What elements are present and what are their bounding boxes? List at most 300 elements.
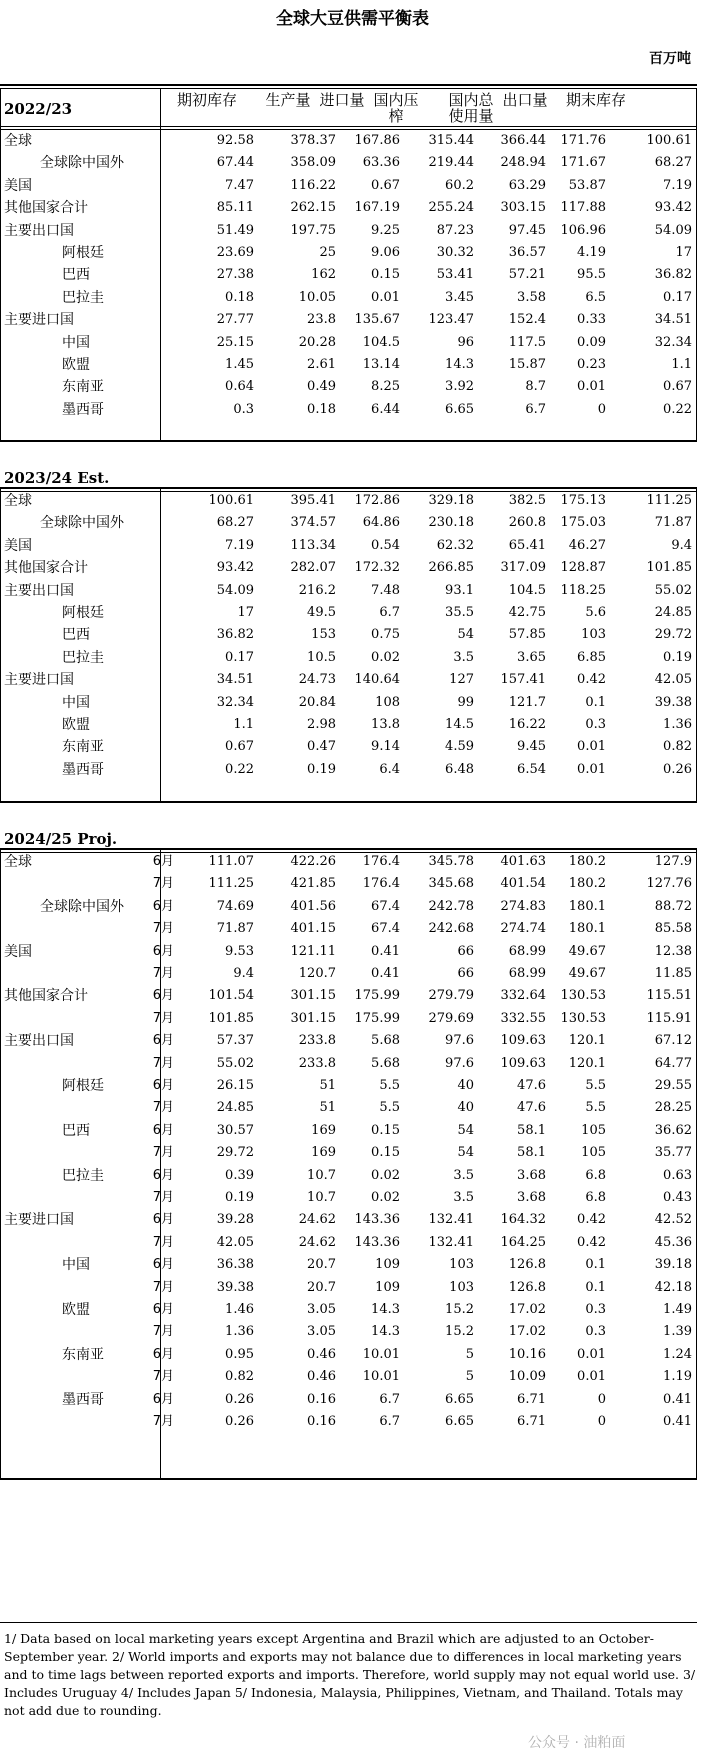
table-row bbox=[0, 1096, 697, 1120]
table-row bbox=[0, 196, 697, 220]
row-month: 7月 bbox=[152, 1369, 174, 1385]
row-label: 主要进口国 bbox=[4, 1212, 74, 1229]
row-month: 7月 bbox=[152, 1010, 174, 1026]
cell-ending-stocks: 39.18 bbox=[654, 1257, 692, 1273]
cell-beginning-stocks: 93.42 bbox=[216, 560, 254, 576]
cell-imports: 104.5 bbox=[362, 334, 400, 350]
col-header-beginning-stocks: 期初库存 bbox=[176, 91, 237, 109]
cell-exports: 0 bbox=[597, 1414, 606, 1429]
cell-ending-stocks: 42.05 bbox=[654, 672, 692, 688]
cell-production: 0.46 bbox=[307, 1346, 336, 1362]
cell-domestic-crush: 96 bbox=[457, 334, 474, 350]
cell-domestic-total: 401.54 bbox=[500, 876, 546, 892]
cell-domestic-total: 3.58 bbox=[517, 289, 546, 305]
cell-ending-stocks: 7.19 bbox=[663, 177, 692, 193]
cell-domestic-crush: 103 bbox=[449, 1257, 474, 1273]
cell-production: 24.62 bbox=[298, 1212, 336, 1228]
cell-imports: 9.14 bbox=[371, 739, 400, 755]
cell-production: 282.07 bbox=[290, 560, 336, 576]
cell-ending-stocks: 9.4 bbox=[671, 537, 692, 553]
cell-domestic-crush: 279.69 bbox=[428, 1010, 474, 1026]
row-label: 美国 bbox=[4, 537, 32, 554]
cell-production: 3.05 bbox=[307, 1302, 336, 1317]
table-row bbox=[0, 1388, 697, 1412]
cell-domestic-total: 97.45 bbox=[508, 222, 546, 238]
cell-beginning-stocks: 100.61 bbox=[208, 493, 254, 508]
cell-exports: 130.53 bbox=[560, 1010, 606, 1026]
row-month: 7月 bbox=[152, 876, 174, 892]
row-label: 东南亚 bbox=[62, 1346, 104, 1363]
cell-domestic-crush: 230.18 bbox=[428, 515, 474, 531]
cell-ending-stocks: 0.67 bbox=[663, 379, 692, 395]
cell-ending-stocks: 1.39 bbox=[663, 1324, 692, 1340]
cell-domestic-total: 16.22 bbox=[508, 717, 546, 732]
cell-exports: 180.2 bbox=[568, 854, 606, 869]
cell-beginning-stocks: 36.38 bbox=[216, 1257, 254, 1273]
cell-beginning-stocks: 32.34 bbox=[216, 694, 254, 710]
cell-domestic-total: 6.7 bbox=[525, 401, 546, 417]
row-label: 巴西 bbox=[62, 627, 90, 644]
cell-domestic-crush: 15.2 bbox=[445, 1302, 474, 1317]
row-month: 6月 bbox=[152, 1391, 174, 1407]
cell-domestic-crush: 329.18 bbox=[428, 493, 474, 508]
cell-production: 113.34 bbox=[290, 537, 336, 553]
cell-exports: 6.8 bbox=[585, 1190, 606, 1205]
row-label: 欧盟 bbox=[62, 357, 90, 373]
cell-ending-stocks: 54.09 bbox=[654, 222, 692, 238]
cell-exports: 171.67 bbox=[560, 155, 606, 171]
cell-domestic-total: 58.1 bbox=[517, 1122, 546, 1138]
cell-exports: 175.13 bbox=[560, 493, 606, 508]
cell-domestic-total: 260.8 bbox=[508, 515, 546, 531]
cell-production: 197.75 bbox=[290, 222, 336, 238]
right-border bbox=[696, 489, 697, 803]
cell-exports: 0.3 bbox=[585, 717, 606, 732]
cell-domestic-crush: 97.6 bbox=[445, 1033, 474, 1049]
cell-production: 20.7 bbox=[307, 1279, 336, 1295]
cell-imports: 109 bbox=[375, 1279, 400, 1295]
cell-beginning-stocks: 1.1 bbox=[233, 717, 254, 732]
table-row bbox=[0, 1343, 697, 1367]
table-row bbox=[0, 1276, 697, 1300]
cell-ending-stocks: 28.25 bbox=[654, 1100, 692, 1116]
cell-beginning-stocks: 7.19 bbox=[225, 537, 254, 553]
cell-imports: 0.15 bbox=[371, 1122, 400, 1138]
cell-imports: 6.7 bbox=[379, 605, 400, 620]
cell-exports: 175.03 bbox=[560, 515, 606, 531]
cell-beginning-stocks: 24.85 bbox=[216, 1100, 254, 1116]
cell-domestic-total: 274.74 bbox=[500, 921, 546, 937]
row-label: 其他国家合计 bbox=[4, 200, 88, 217]
cell-exports: 0.01 bbox=[577, 739, 606, 755]
cell-imports: 140.64 bbox=[354, 672, 400, 688]
cell-production: 0.47 bbox=[307, 739, 336, 755]
cell-beginning-stocks: 1.36 bbox=[225, 1324, 254, 1340]
cell-production: 401.15 bbox=[290, 921, 336, 937]
cell-domestic-crush: 4.59 bbox=[445, 739, 474, 755]
header-top-rule-inner bbox=[0, 88, 697, 89]
table-row bbox=[0, 489, 697, 513]
cell-imports: 143.36 bbox=[354, 1234, 400, 1250]
cell-beginning-stocks: 0.67 bbox=[225, 739, 254, 755]
cell-production: 358.09 bbox=[290, 155, 336, 171]
cell-domestic-total: 6.71 bbox=[517, 1414, 546, 1429]
cell-imports: 143.36 bbox=[354, 1212, 400, 1228]
row-month: 6月 bbox=[152, 1167, 174, 1183]
row-month: 7月 bbox=[152, 921, 174, 937]
cell-imports: 172.32 bbox=[354, 560, 400, 576]
cell-beginning-stocks: 17 bbox=[237, 605, 254, 620]
row-month: 6月 bbox=[152, 943, 174, 959]
cell-domestic-total: 121.7 bbox=[508, 694, 546, 710]
cell-production: 169 bbox=[311, 1145, 336, 1161]
table-row bbox=[0, 331, 697, 355]
cell-beginning-stocks: 9.53 bbox=[225, 943, 254, 959]
cell-domestic-total: 68.99 bbox=[508, 966, 546, 981]
cell-domestic-crush: 279.79 bbox=[428, 988, 474, 1004]
cell-production: 233.8 bbox=[298, 1033, 336, 1049]
cell-ending-stocks: 100.61 bbox=[646, 133, 692, 148]
cell-domestic-crush: 66 bbox=[457, 943, 474, 959]
table-row bbox=[0, 534, 697, 558]
row-month: 6月 bbox=[152, 1212, 174, 1228]
table-row bbox=[0, 623, 697, 647]
cell-ending-stocks: 42.18 bbox=[654, 1279, 692, 1295]
cell-imports: 14.3 bbox=[371, 1302, 400, 1317]
row-month: 6月 bbox=[152, 1257, 174, 1273]
table-row bbox=[0, 1186, 697, 1210]
cell-ending-stocks: 39.38 bbox=[654, 694, 692, 710]
cell-domestic-total: 317.09 bbox=[500, 560, 546, 576]
cell-imports: 63.36 bbox=[362, 155, 400, 171]
row-label: 欧盟 bbox=[62, 717, 90, 733]
cell-exports: 0.1 bbox=[585, 1279, 606, 1295]
cell-domestic-crush: 97.6 bbox=[445, 1055, 474, 1071]
cell-exports: 49.67 bbox=[568, 943, 606, 959]
cell-domestic-crush: 219.44 bbox=[428, 155, 474, 171]
cell-imports: 10.01 bbox=[362, 1346, 400, 1362]
cell-exports: 105 bbox=[581, 1145, 606, 1161]
cell-domestic-crush: 6.65 bbox=[445, 1391, 474, 1407]
cell-domestic-crush: 127 bbox=[449, 672, 474, 688]
cell-domestic-crush: 14.5 bbox=[445, 717, 474, 732]
cell-ending-stocks: 85.58 bbox=[654, 921, 692, 937]
section-bottom-rule bbox=[0, 440, 697, 442]
row-label: 全球 bbox=[4, 854, 32, 870]
table-row bbox=[0, 758, 697, 782]
cell-exports: 171.76 bbox=[560, 133, 606, 148]
cell-imports: 0.02 bbox=[371, 1190, 400, 1205]
table-row bbox=[0, 1320, 697, 1344]
cell-production: 233.8 bbox=[298, 1055, 336, 1071]
cell-imports: 9.25 bbox=[371, 222, 400, 238]
cell-production: 49.5 bbox=[307, 605, 336, 620]
cell-ending-stocks: 32.34 bbox=[654, 334, 692, 350]
row-month: 6月 bbox=[152, 1122, 174, 1138]
cell-ending-stocks: 88.72 bbox=[654, 898, 692, 914]
table-row bbox=[0, 1029, 697, 1053]
table-row bbox=[0, 668, 697, 692]
cell-beginning-stocks: 36.82 bbox=[216, 627, 254, 643]
table-row bbox=[0, 1074, 697, 1098]
col-header-imports: 进口量 bbox=[319, 91, 365, 109]
cell-production: 25 bbox=[319, 245, 336, 260]
cell-beginning-stocks: 25.15 bbox=[216, 334, 254, 350]
section-bottom-rule bbox=[0, 1478, 697, 1480]
row-label: 全球除中国外 bbox=[40, 155, 124, 172]
cell-exports: 0.01 bbox=[577, 761, 606, 777]
table-row bbox=[0, 917, 697, 941]
cell-exports: 46.27 bbox=[568, 537, 606, 553]
cell-beginning-stocks: 0.18 bbox=[225, 289, 254, 305]
row-label: 阿根廷 bbox=[62, 245, 104, 261]
row-label: 主要出口国 bbox=[4, 222, 74, 239]
row-label: 巴拉圭 bbox=[62, 1167, 104, 1184]
cell-beginning-stocks: 9.4 bbox=[233, 966, 254, 981]
cell-ending-stocks: 24.85 bbox=[654, 605, 692, 620]
row-label: 东南亚 bbox=[62, 739, 104, 756]
table-row bbox=[0, 286, 697, 310]
table-row bbox=[0, 713, 697, 737]
cell-domestic-total: 68.99 bbox=[508, 943, 546, 959]
cell-ending-stocks: 0.17 bbox=[663, 289, 692, 305]
cell-domestic-crush: 14.3 bbox=[445, 357, 474, 372]
cell-exports: 0.42 bbox=[577, 1212, 606, 1228]
cell-domestic-total: 152.4 bbox=[508, 312, 546, 328]
page-title: 全球大豆供需平衡表 bbox=[276, 9, 429, 29]
row-month: 6月 bbox=[152, 1346, 174, 1362]
cell-ending-stocks: 36.62 bbox=[654, 1122, 692, 1138]
cell-domestic-total: 47.6 bbox=[517, 1100, 546, 1116]
left-border bbox=[0, 88, 1, 442]
cell-exports: 180.1 bbox=[568, 898, 606, 914]
cell-imports: 6.7 bbox=[379, 1391, 400, 1407]
cell-beginning-stocks: 0.19 bbox=[225, 1190, 254, 1205]
cell-production: 162 bbox=[311, 267, 336, 283]
cell-beginning-stocks: 55.02 bbox=[216, 1055, 254, 1071]
cell-exports: 0.01 bbox=[577, 379, 606, 395]
cell-imports: 13.14 bbox=[362, 357, 400, 372]
section-title-2023-24: 2023/24 Est. bbox=[4, 469, 110, 487]
cell-beginning-stocks: 27.77 bbox=[216, 312, 254, 328]
cell-imports: 109 bbox=[375, 1257, 400, 1273]
row-month: 7月 bbox=[152, 1055, 174, 1071]
section-rule bbox=[0, 126, 697, 127]
cell-ending-stocks: 1.24 bbox=[663, 1346, 692, 1362]
cell-beginning-stocks: 54.09 bbox=[216, 582, 254, 598]
row-month: 7月 bbox=[152, 1279, 174, 1295]
cell-exports: 0 bbox=[597, 1391, 606, 1407]
row-label: 欧盟 bbox=[62, 1302, 90, 1318]
cell-beginning-stocks: 51.49 bbox=[216, 222, 254, 238]
row-label: 巴西 bbox=[62, 1122, 90, 1139]
cell-exports: 0.1 bbox=[585, 1257, 606, 1273]
cell-domestic-crush: 30.32 bbox=[436, 245, 474, 260]
cell-domestic-crush: 6.48 bbox=[445, 761, 474, 777]
table-row bbox=[0, 1052, 697, 1076]
row-label: 主要进口国 bbox=[4, 312, 74, 329]
cell-exports: 5.5 bbox=[585, 1078, 606, 1093]
table-row bbox=[0, 1253, 697, 1277]
cell-ending-stocks: 115.91 bbox=[646, 1010, 692, 1026]
cell-production: 0.16 bbox=[307, 1414, 336, 1429]
cell-production: 378.37 bbox=[290, 133, 336, 148]
col-header-production: 生产量 bbox=[265, 91, 311, 109]
cell-domestic-total: 164.32 bbox=[500, 1212, 546, 1228]
cell-beginning-stocks: 30.57 bbox=[216, 1122, 254, 1138]
cell-domestic-total: 47.6 bbox=[517, 1078, 546, 1093]
row-month: 6月 bbox=[152, 1033, 174, 1049]
cell-domestic-total: 6.71 bbox=[517, 1391, 546, 1407]
cell-imports: 167.19 bbox=[354, 200, 400, 216]
cell-ending-stocks: 0.19 bbox=[663, 649, 692, 665]
cell-exports: 180.2 bbox=[568, 876, 606, 892]
cell-ending-stocks: 36.82 bbox=[654, 267, 692, 283]
cell-beginning-stocks: 0.95 bbox=[225, 1346, 254, 1362]
cell-ending-stocks: 127.9 bbox=[654, 854, 692, 869]
table-row bbox=[0, 962, 697, 986]
cell-beginning-stocks: 27.38 bbox=[216, 267, 254, 283]
cell-ending-stocks: 0.41 bbox=[663, 1391, 692, 1407]
cell-domestic-total: 104.5 bbox=[508, 582, 546, 598]
table-row bbox=[0, 263, 697, 287]
cell-imports: 0.41 bbox=[371, 943, 400, 959]
cell-ending-stocks: 34.51 bbox=[654, 312, 692, 328]
row-label: 墨西哥 bbox=[62, 761, 104, 778]
cell-beginning-stocks: 0.26 bbox=[225, 1414, 254, 1429]
cell-beginning-stocks: 0.17 bbox=[225, 649, 254, 665]
table-row bbox=[0, 241, 697, 265]
cell-exports: 4.19 bbox=[577, 245, 606, 260]
cell-domestic-crush: 54 bbox=[457, 627, 474, 643]
cell-production: 262.15 bbox=[290, 200, 336, 216]
row-label: 中国 bbox=[62, 1257, 90, 1274]
cell-domestic-total: 401.63 bbox=[500, 854, 546, 869]
cell-exports: 128.87 bbox=[560, 560, 606, 576]
cell-domestic-total: 117.5 bbox=[508, 334, 546, 350]
cell-ending-stocks: 93.42 bbox=[654, 200, 692, 216]
cell-domestic-total: 6.54 bbox=[517, 761, 546, 777]
cell-domestic-total: 58.1 bbox=[517, 1145, 546, 1161]
cell-imports: 0.02 bbox=[371, 649, 400, 665]
cell-domestic-total: 332.64 bbox=[500, 988, 546, 1004]
table-row bbox=[0, 353, 697, 377]
row-label: 主要出口国 bbox=[4, 1033, 74, 1050]
row-month: 6月 bbox=[152, 1302, 174, 1317]
cell-beginning-stocks: 0.64 bbox=[225, 379, 254, 395]
cell-beginning-stocks: 0.26 bbox=[225, 1391, 254, 1407]
col-header-domestic-total: 国内总使用量 bbox=[448, 91, 494, 125]
cell-production: 374.57 bbox=[290, 515, 336, 531]
cell-beginning-stocks: 1.45 bbox=[225, 357, 254, 372]
cell-imports: 8.25 bbox=[371, 379, 400, 395]
table-row bbox=[0, 129, 697, 153]
cell-exports: 120.1 bbox=[568, 1055, 606, 1071]
table-row bbox=[0, 872, 697, 896]
cell-imports: 0.15 bbox=[371, 267, 400, 283]
row-label: 全球除中国外 bbox=[40, 515, 124, 532]
cell-imports: 176.4 bbox=[362, 854, 400, 869]
cell-domestic-crush: 123.47 bbox=[428, 312, 474, 328]
cell-domestic-crush: 53.41 bbox=[436, 267, 474, 283]
cell-imports: 172.86 bbox=[354, 493, 400, 508]
cell-ending-stocks: 12.38 bbox=[654, 943, 692, 959]
header-top-rule bbox=[0, 84, 697, 86]
cell-ending-stocks: 45.36 bbox=[654, 1234, 692, 1250]
cell-production: 20.28 bbox=[298, 334, 336, 350]
table-row bbox=[0, 151, 697, 175]
cell-production: 0.16 bbox=[307, 1391, 336, 1407]
cell-ending-stocks: 111.25 bbox=[646, 493, 692, 508]
right-border bbox=[696, 88, 697, 442]
cell-beginning-stocks: 0.39 bbox=[225, 1167, 254, 1183]
cell-domestic-crush: 87.23 bbox=[436, 222, 474, 238]
cell-production: 395.41 bbox=[290, 493, 336, 508]
row-month: 7月 bbox=[152, 1190, 174, 1205]
table-row bbox=[0, 219, 697, 243]
cell-domestic-total: 126.8 bbox=[508, 1257, 546, 1273]
cell-beginning-stocks: 71.87 bbox=[216, 921, 254, 937]
label-column-divider bbox=[160, 489, 161, 803]
row-label: 美国 bbox=[4, 177, 32, 194]
cell-production: 24.62 bbox=[298, 1234, 336, 1250]
cell-beginning-stocks: 111.07 bbox=[208, 854, 254, 869]
cell-exports: 5.6 bbox=[585, 605, 606, 620]
cell-domestic-crush: 345.78 bbox=[428, 854, 474, 869]
cell-production: 23.8 bbox=[307, 312, 336, 328]
row-label: 墨西哥 bbox=[62, 1391, 104, 1408]
cell-imports: 9.06 bbox=[371, 245, 400, 260]
cell-domestic-total: 36.57 bbox=[508, 245, 546, 260]
cell-exports: 180.1 bbox=[568, 921, 606, 937]
cell-imports: 0.01 bbox=[371, 289, 400, 305]
cell-ending-stocks: 0.26 bbox=[663, 761, 692, 777]
cell-beginning-stocks: 101.54 bbox=[208, 988, 254, 1004]
cell-beginning-stocks: 34.51 bbox=[216, 672, 254, 688]
table-row bbox=[0, 579, 697, 603]
cell-domestic-total: 3.65 bbox=[517, 649, 546, 665]
cell-domestic-total: 10.16 bbox=[508, 1346, 546, 1362]
cell-ending-stocks: 0.22 bbox=[663, 401, 692, 417]
cell-domestic-total: 57.85 bbox=[508, 627, 546, 643]
cell-domestic-total: 8.7 bbox=[525, 379, 546, 395]
cell-production: 24.73 bbox=[298, 672, 336, 688]
cell-beginning-stocks: 1.46 bbox=[225, 1302, 254, 1317]
table-row bbox=[0, 940, 697, 964]
section-bottom-rule bbox=[0, 801, 697, 803]
cell-production: 20.84 bbox=[298, 694, 336, 710]
cell-domestic-crush: 103 bbox=[449, 1279, 474, 1295]
cell-domestic-crush: 315.44 bbox=[428, 133, 474, 148]
cell-domestic-crush: 54 bbox=[457, 1122, 474, 1138]
cell-beginning-stocks: 57.37 bbox=[216, 1033, 254, 1049]
row-month: 7月 bbox=[152, 1324, 174, 1340]
cell-domestic-total: 63.29 bbox=[508, 177, 546, 193]
cell-exports: 95.5 bbox=[577, 267, 606, 283]
section-title-2024-25: 2024/25 Proj. bbox=[4, 830, 118, 848]
table-row bbox=[0, 1410, 697, 1434]
footnote-rule bbox=[0, 1622, 697, 1623]
cell-production: 169 bbox=[311, 1122, 336, 1138]
cell-domestic-crush: 6.65 bbox=[445, 401, 474, 417]
cell-ending-stocks: 1.36 bbox=[663, 717, 692, 732]
cell-domestic-crush: 6.65 bbox=[445, 1414, 474, 1429]
cell-exports: 49.67 bbox=[568, 966, 606, 981]
cell-imports: 14.3 bbox=[371, 1324, 400, 1340]
cell-domestic-crush: 3.92 bbox=[445, 379, 474, 395]
table-row bbox=[0, 511, 697, 535]
cell-domestic-crush: 345.68 bbox=[428, 876, 474, 892]
